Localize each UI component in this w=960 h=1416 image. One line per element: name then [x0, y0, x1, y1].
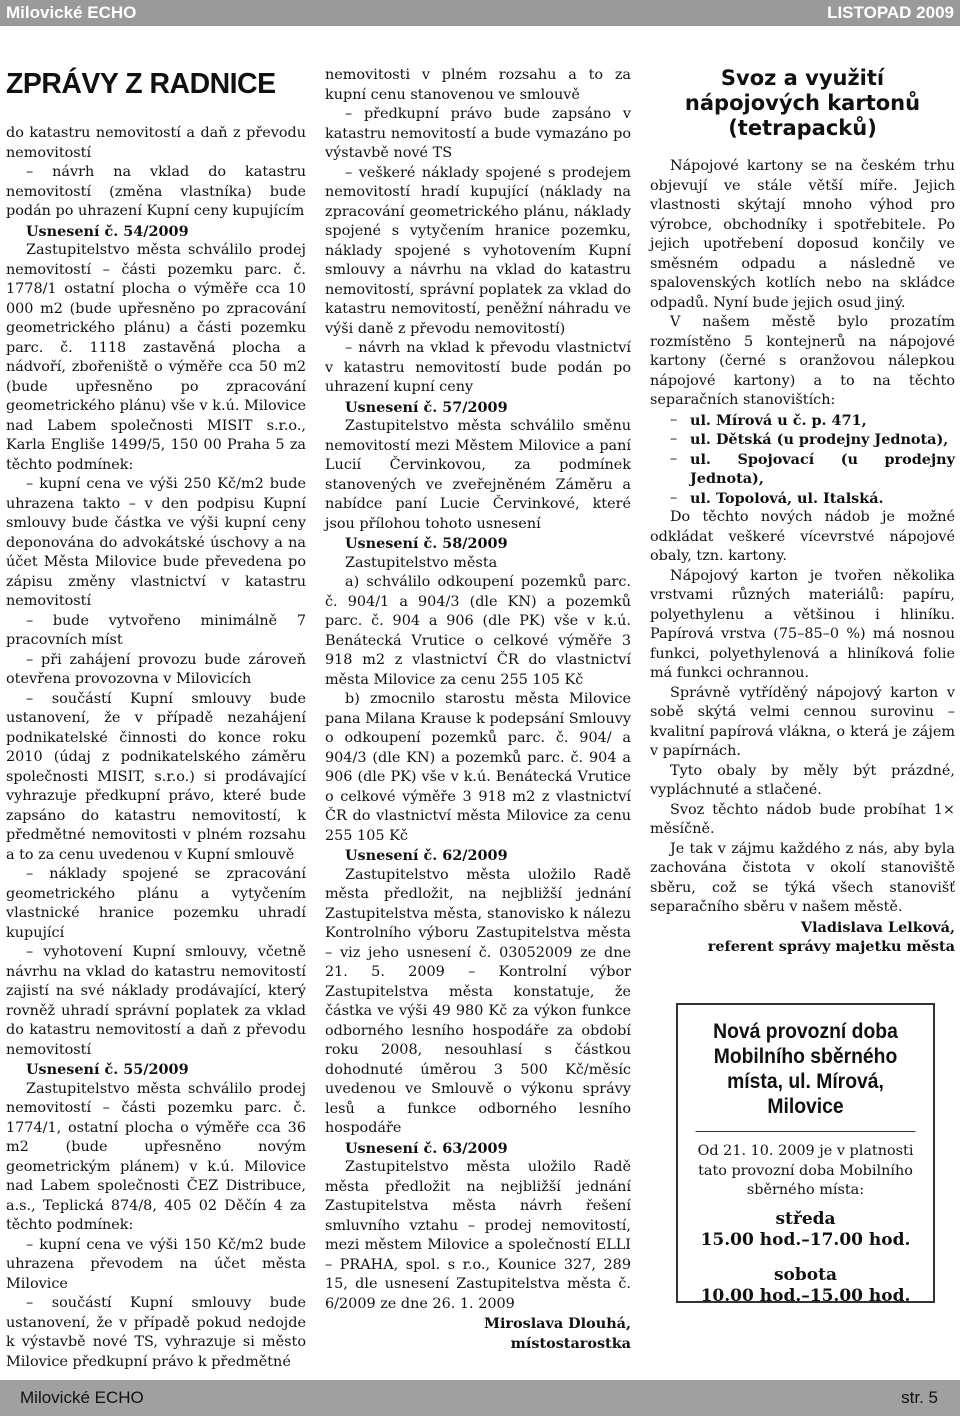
paragraph: – bude vytvořeno minimálně 7 pracovních míst — [6, 612, 306, 648]
paragraph: Správně vytříděný nápojový karton v sobě skýtá velmi cennou surovinu – kvalitní papírová vlákna, o která je zájem v papírnách. — [650, 684, 955, 759]
notice-day: středa — [775, 1208, 836, 1229]
header-issue: LISTOPAD 2009 — [827, 3, 954, 22]
paragraph: nemovitosti v plném rozsahu a to za kupní cenu stanovenou ve smlouvě — [325, 67, 631, 103]
sidebar-article — [650, 66, 955, 957]
notice-day: sobota — [773, 1264, 837, 1285]
notice-time: 15.00 hod.–17.00 hod. — [700, 1229, 911, 1250]
paragraph: – při zahájení provozu bude zároveň otevřena provozovna v Milovicích — [6, 651, 306, 687]
page-header — [0, 0, 960, 26]
paragraph: – návrh na vklad do katastru nemovitostí (změna vlastníka) bude podán po uhrazení Kupní ceny kupujícím — [6, 164, 306, 219]
paragraph: Zastupitelstvo města uložilo Radě města předložit na nejbližší jednání Zastupitelstva města návrh řešení smluvního vztahu – prodej nemovitostí, mezi městem Milovice a společností ELLI – PRAHA, spol. s r.o., Kounice 327, 289 15, dle usnesení Zastupitelstva města č. 6/2009 ze dne 26. 1. 2009 — [325, 1159, 631, 1312]
list-item: – ul. Spojovací (u prodejny Jednota), — [650, 450, 955, 489]
location-list — [650, 411, 955, 509]
paragraph: Svoz těchto nádob bude probíhat 1× měsíčně. — [650, 801, 955, 837]
paragraph: – součástí Kupní smlouvy bude ustanovení, že v případě pokud nedojde k výstavbě nové TS, vyhrazuje si město Milovice předkupní právo k předmětné — [6, 1295, 306, 1370]
resolution-heading: Usnesení č. 63/2009 — [345, 1139, 508, 1157]
resolution-heading: Usnesení č. 57/2009 — [345, 398, 508, 416]
paragraph: a) schválilo odkoupení pozemků parc. č. 904/1 a 904/3 (dle KN) a pozemků parc. č. 904 a 906 (dle PK) vše v k.ú. Benátecká Vrutice o celkové výměře 3 918 m2 z vlastnictví ČR do vlastnictví města Milovice za cenu 255 105 Kč — [325, 574, 631, 688]
paragraph: – náklady spojené se zpracování geometrického plánu a vytyčením vlastnické hranice pozemku uhradí kupující — [6, 866, 306, 941]
paragraph: Zastupitelstvo města schválilo prodej nemovitostí – části pozemku parc. č. 1778/1 ostatní plocha o výměře cca 10 000 m2 (bude upřesněno po zpracování geometrického plánu) a části pozemku parc. č. 1118 zastavěná plocha a nádvoří, zbořeniště o výměře cca 50 m2 (bude upřesněno po zpracování geometrického plánu) vše v k.ú. Milovice nad Labem společnosti MISIT s.r.o., Karla Engliše 1499/5, 150 00 Praha 5 za těchto podmínek: — [6, 242, 306, 473]
article-column-1 — [6, 124, 306, 1372]
paragraph: – předkupní právo bude zapsáno v katastru nemovitostí a bude vymazáno po výstavbě nové TS — [325, 106, 631, 161]
article-title: ZPRÁVY Z RADNICE — [6, 68, 276, 100]
sidebar-title: Svoz a využití nápojových kartonů (tetrapacků) — [684, 66, 921, 140]
paragraph: Zastupitelstvo města schválilo prodej nemovitostí – části pozemku parc. č. 1774/1, ostatní plocha o výměře cca 36 m2 (bude upřesněno novým geometrickým plánem) v k.ú. Milovice nad Labem společnosti ČEZ Distribuce, a.s., Teplická 874/8, 405 02 Děčín 4 za těchto podmínek: — [6, 1080, 306, 1233]
resolution-heading: Usnesení č. 55/2009 — [26, 1061, 189, 1078]
signature-name: Vladislava Lelková, — [800, 918, 955, 936]
paragraph: Zastupitelstvo města uložilo Radě města předložit, na nejbližší jednání Zastupitelstva města, stanovisko k nálezu Kontrolního výboru Zastupitelstva města – viz jeho usnesení č. 03052009 ze dne 21. 5. 2009 – Kontrolní výbor Zastupitelstva města konstatuje, že částka ve výši 49 980 Kč za výkon funkce odborného lesního hospodáře za období roku 2008, nesouhlasí s částkou dohodnuté úměrou 3 500 Kč/měsíc uvedenou ve Smlouvě o výkonu správy lesů a funkce odborného lesního hospodáře — [325, 866, 631, 1136]
list-item: – ul. Mírová u č. p. 471, — [650, 411, 955, 431]
footer-publication: Milovické ECHO — [20, 1388, 144, 1407]
paragraph: Nápojové kartony se na českém trhu objevují ve stále větší míře. Jejich vlastnosti skýtají mnoho výhod pro výrobce, obchodníky i spotřebitele. Po jejich upotřebení doposud končily ve směsném odpadu a následně ve spalovenských kotlích nebo na skládce odpadů. Nyní bude jejich osud jiný. — [650, 158, 955, 311]
resolution-heading: Usnesení č. 54/2009 — [26, 222, 189, 240]
resolution-heading: Usnesení č. 62/2009 — [345, 847, 508, 864]
page-number: str. 5 — [901, 1388, 938, 1407]
notice-text: Od 21. 10. 2009 je v platnosti tato provozní doba Mobilního sběrného místa: — [697, 1143, 914, 1198]
paragraph: Nápojový karton je tvořen několika vrstvami různých materiálů: papíru, polyethylenu a většinou i hliníku. Papírová vrstva (75–85–0 %) má nosnou funkci, polyethylenová a hliníková folie má funkci ochrannou. — [650, 567, 955, 681]
list-item: – ul. Dětská (u prodejny Jednota), — [650, 430, 955, 450]
article-column-2 — [325, 66, 631, 1353]
signature-role: referent správy majetku města — [707, 938, 955, 955]
opening-hours-notice — [676, 1003, 935, 1306]
paragraph: V našem městě bylo prozatím rozmístěno 5 kontejnerů na nápojové kartony (černé s oranžovou nálepkou nápojové kartony) a to na těchto separačních stanovištích: — [650, 314, 955, 408]
notice-title: Nová provozní doba Mobilního sběrného místa, ul. Mírová, Milovice — [696, 1019, 916, 1132]
notice-time: 10.00 hod.–15.00 hod. — [700, 1285, 911, 1306]
paragraph: – kupní cena ve výši 250 Kč/m2 bude uhrazena takto – v den podpisu Kupní smlouvy bude částka ve výši kupní ceny deponována do advokátské úschovy a na účet Města Milovice bude převedena po zápisu změny vlastnictví v katastru nemovitostí — [6, 476, 306, 609]
paragraph: – součástí Kupní smlouvy bude ustanovení, že v případě nezahájení podnikatelské činnosti do konce roku 2010 (údaj z podnikatelského záměru společnosti MISIT, s.r.o.) si prodávající vyhrazuje předkupní právo, které bude zapsáno do katastru nemovitostí, k předmětné nemovitosti v plném rozsahu a to za cenu uvedenou v Kupní smlouvě — [6, 690, 306, 863]
paragraph: – návrh na vklad k převodu vlastnictví v katastru nemovitostí bude podán po uhrazení kupní ceny — [325, 340, 631, 395]
paragraph: b) zmocnilo starostu města Milovice pana Milana Krause k podepsání Smlouvy o odkoupení pozemků parc. č. 904/ a 904/3 (dle KN) a pozemků parc. č. 904 a 906 (dle PK) vše v k.ú. Benátecká Vrutice o celkové výměře 3 918 m2 z vlastnictví ČR do vlastnictví města Milovice za cenu 255 105 Kč — [325, 691, 631, 844]
paragraph: – veškeré náklady spojené s prodejem nemovitostí hradí kupující (náklady na zpracování geometrického plánu, náklady spojené s vytyčením hranice pozemku, náklady spojené s vyhotovením Kupní smlouvy a návrhu na vklad do katastru nemovitostí, správní poplatek za vklad do katastru nemovitostí, peněžní náhradu ve výši daně z převodu nemovitostí) — [325, 164, 631, 337]
signature-role: místostarostka — [510, 1334, 631, 1352]
header-publication: Milovické ECHO — [6, 3, 137, 22]
paragraph: Do těchto nových nádob je možné odkládat veškeré vícevrstvé nápojové obaly, tzn. kartony. — [650, 509, 955, 564]
paragraph: Zastupitelstvo města — [345, 554, 498, 571]
page-footer — [0, 1380, 960, 1416]
paragraph: – vyhotovení Kupní smlouvy, včetně návrhu na vklad do katastru nemovitostí zajistí na své náklady prodávající, který rovněž uhradí správní poplatek za vklad do katastru nemovitostí a daň z převodu nemovitostí — [6, 944, 306, 1058]
resolution-heading: Usnesení č. 58/2009 — [345, 535, 508, 552]
paragraph: Zastupitelstvo města schválilo směnu nemovitostí mezi Městem Milovice a paní Lucií Červinkovou, za podmínek stanovených ve zveřejněném Záměru a nabídce paní Lucie Červinkové, které jsou přílohou tohoto usnesení — [325, 418, 631, 532]
paragraph: Je tak v zájmu každého z nás, aby byla zachována čistota v okolí stanoviště sběru, což se týká všech stanovišť separačního sběru v našem městě. — [650, 840, 955, 915]
paragraph: – kupní cena ve výši 150 Kč/m2 bude uhrazena převodem na účet města Milovice — [6, 1236, 306, 1292]
list-item: – ul. Topolová, ul. Italská. — [650, 489, 955, 509]
paragraph: Tyto obaly by měly být prázdné, vypláchnuté a stlačené. — [650, 762, 955, 798]
signature-name: Miroslava Dlouhá, — [484, 1315, 631, 1332]
paragraph: do katastru nemovitostí a daň z převodu nemovitostí — [6, 125, 306, 161]
